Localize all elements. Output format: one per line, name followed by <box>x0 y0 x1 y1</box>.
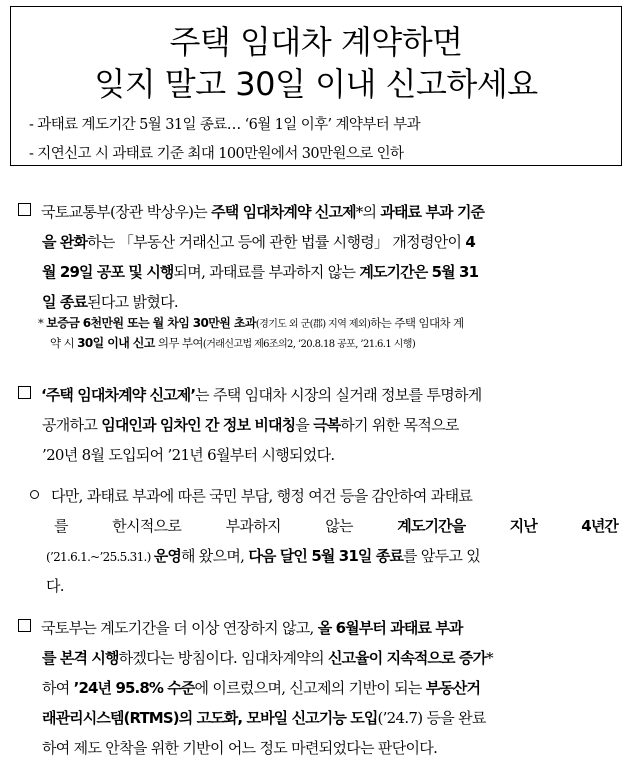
paragraph-2-line-2: 공개하고 임대인과 임차인 간 정보 비대칭을 극복하기 위한 목적으로 <box>42 416 459 434</box>
paragraph-1 <box>18 197 624 317</box>
paragraph-4 <box>18 613 624 763</box>
paragraph-2-line-3: ’20년 8월 도입되어 ’21년 6월부터 시행되었다. <box>42 446 335 464</box>
paragraph-3 <box>30 481 624 601</box>
headline-box <box>10 6 622 166</box>
paragraph-2 <box>18 380 624 470</box>
subheading-1: - 과태료 계도기간 5월 31일 종료… ‘6월 1일 이후’ 계약부터 부과 <box>29 117 420 133</box>
square-bullet-icon <box>18 203 31 216</box>
paragraph-2-line-1: ‘주택 임대차계약 신고제’는 주택 임대차 시장의 실거래 정보를 투명하게 <box>18 380 624 410</box>
footnote: * 보증금 6천만원 또는 월 차임 30만원 초과(경기도 외 군(郡) 지역 제외)하는 주택 임대차 계 약 시 30일 이내 신고 의무 부여(거래신고법 제6조의2, ’20.8.18 공포, ’21.6.1 시행) <box>38 316 464 350</box>
square-bullet-icon <box>18 619 31 632</box>
paragraph-3-line-1: 다만, 과태료 부과에 따른 국민 부담, 행정 여건 등을 감안하여 과태료 <box>30 481 624 511</box>
paragraph-1-line-3: 월 29일 공포 및 시행되며, 과태료를 부과하지 않는 계도기간은 5월 31 <box>42 263 479 281</box>
subheading-2: - 지연신고 시 과태료 기준 최대 100만원에서 30만원으로 인하 <box>29 146 404 162</box>
paragraph-1-line-2: 을 완화하는 「부동산 거래신고 등에 관한 법률 시행령」 개정령안이 4 <box>42 233 475 251</box>
paragraph-4-line-5: 하여 제도 안착을 위한 기반이 어느 정도 마련되었다는 판단이다. <box>42 739 438 757</box>
circle-bullet-icon <box>30 490 39 499</box>
paragraph-4-line-4: 래관리시스템(RTMS)의 고도화, 모바일 신고기능 도입(’24.7) 등을 완료 <box>42 709 486 727</box>
paragraph-3-line-2: 를 한시적으로 부과하지 않는 계도기간을 지난 4년간 <box>54 517 618 535</box>
paragraph-3-line-4: 다. <box>46 577 64 595</box>
square-bullet-icon <box>18 386 31 399</box>
paragraph-4-line-3: 하여 ’24년 95.8% 수준에 이르렀으며, 신고제의 기반이 되는 부동산거 <box>42 679 481 697</box>
paragraph-4-line-2: 를 본격 시행하겠다는 방침이다. 임대차계약의 신고율이 지속적으로 증가* <box>42 649 493 667</box>
headline-line-2: 잊지 말고 30일 이내 신고하세요 <box>94 65 538 103</box>
paragraph-4-line-1: 국토부는 계도기간을 더 이상 연장하지 않고, 올 6월부터 과태료 부과 <box>18 613 624 643</box>
paragraph-1-line-4: 일 종료된다고 밝혔다. <box>42 293 178 311</box>
headline-line-1: 주택 임대차 계약하면 <box>169 23 463 61</box>
paragraph-3-line-3: (’21.6.1.~’25.5.31.) 운영해 왔으며, 다음 달인 5월 31일 종료를 앞두고 있 <box>46 547 481 565</box>
paragraph-1-line-1: 국토교통부(장관 박상우)는 주택 임대차계약 신고제*의 과태료 부과 기준 <box>18 197 624 227</box>
